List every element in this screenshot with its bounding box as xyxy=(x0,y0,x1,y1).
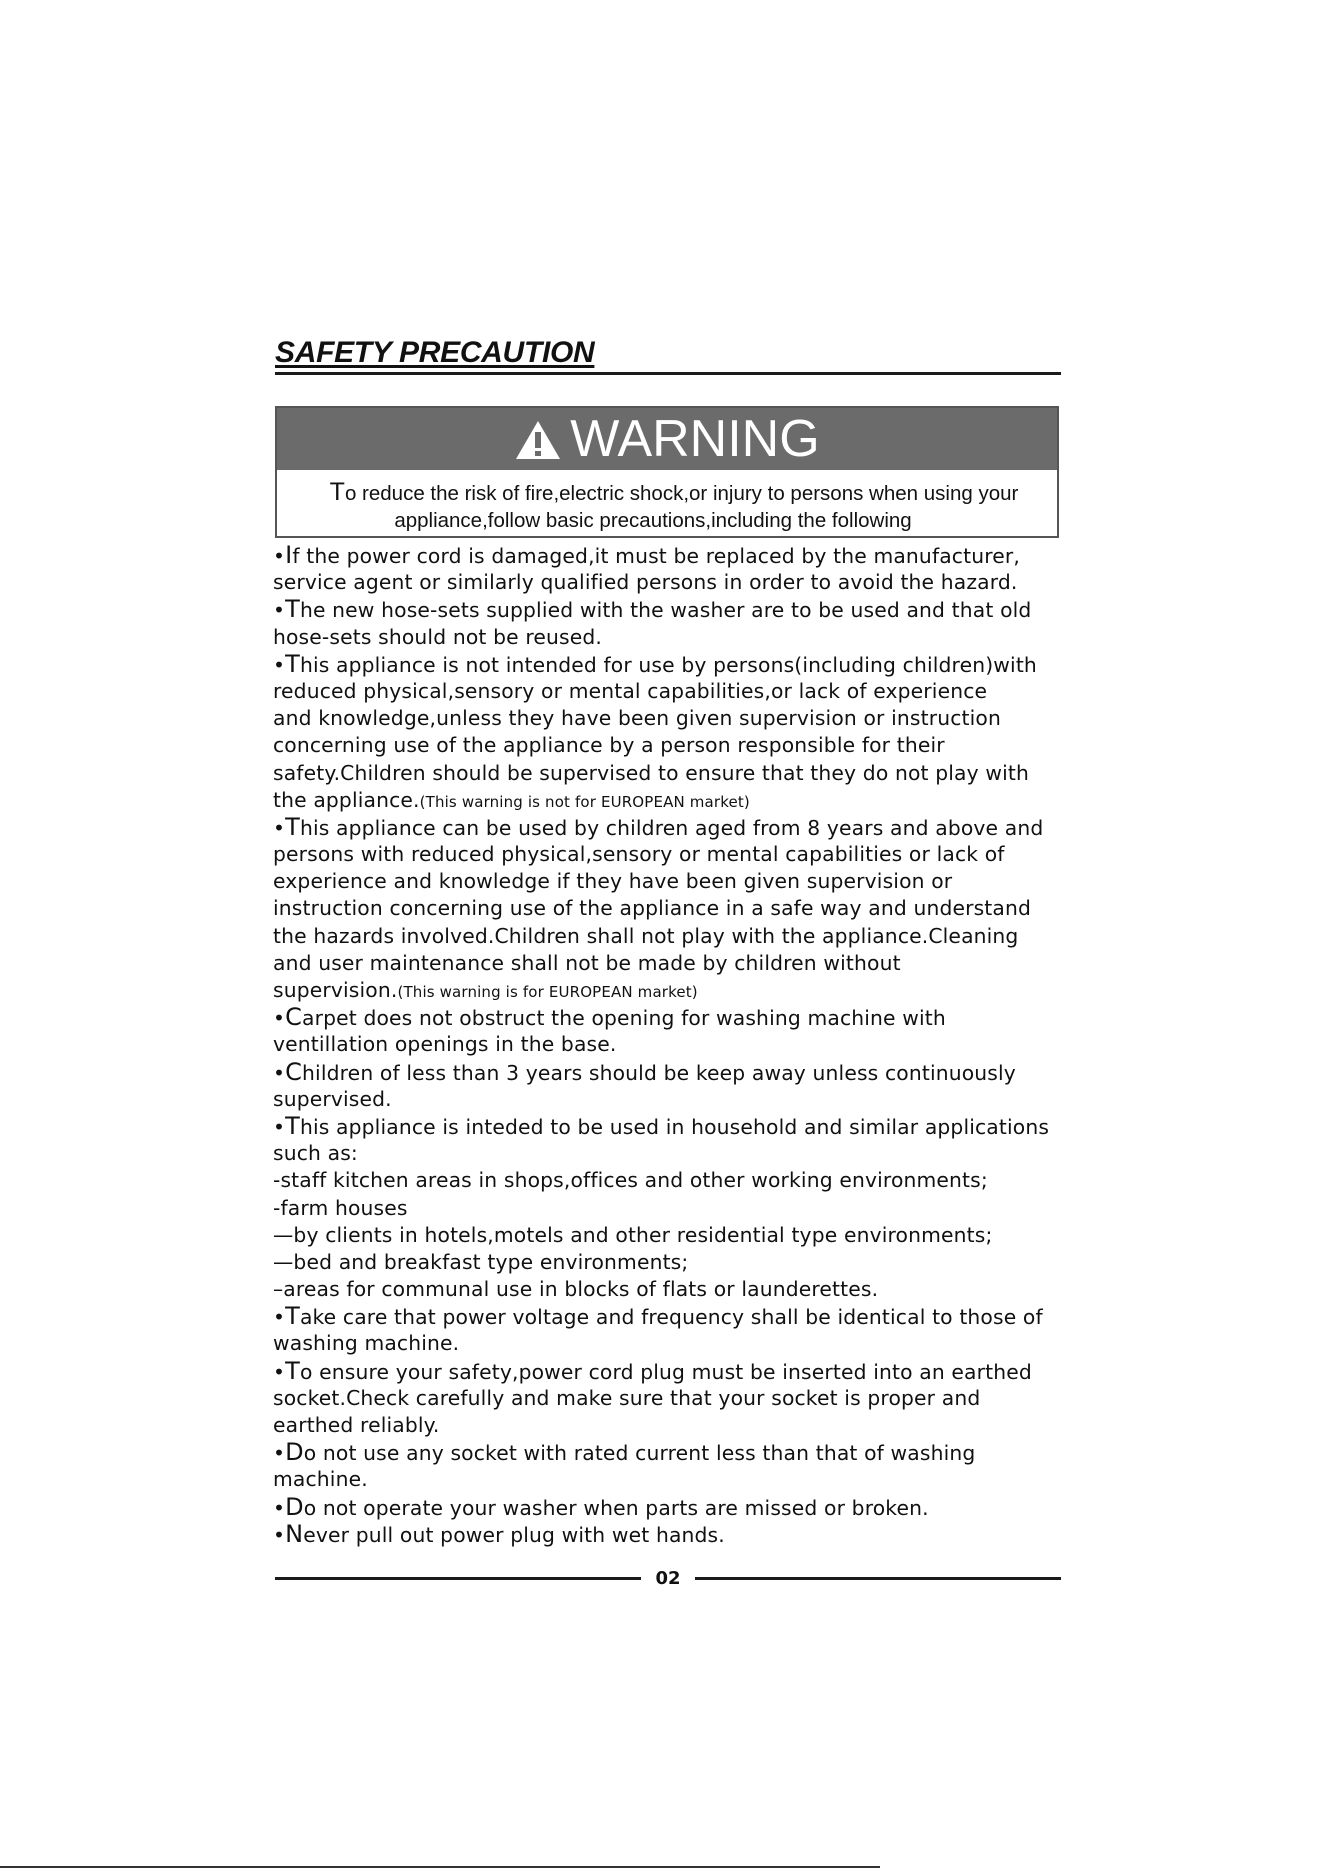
initial-letter: D xyxy=(285,1492,304,1521)
text-line xyxy=(273,1059,1073,1086)
text-line xyxy=(273,760,1073,787)
text-line xyxy=(273,1494,1073,1521)
text-line xyxy=(273,895,1073,922)
initial-letter: I xyxy=(285,541,293,569)
text-line xyxy=(273,841,1073,868)
line-text: ake care that power voltage and frequency shall be identical to those of xyxy=(299,1305,1043,1330)
line-text: reduced physical,sensory or mental capabilities,or lack of experience xyxy=(273,678,988,703)
line-text: such as: xyxy=(273,1141,358,1166)
text-line xyxy=(273,923,1073,950)
text-line xyxy=(273,542,1073,569)
warning-triangle-icon xyxy=(514,419,562,461)
text-line xyxy=(273,732,1073,759)
line-text: o not operate your washer when parts are missed or broken. xyxy=(303,1495,929,1520)
text-line xyxy=(273,1249,1073,1276)
text-line xyxy=(273,1466,1073,1493)
page-title xyxy=(275,336,1061,375)
line-text: and knowledge,unless they have been given supervision or instruction xyxy=(273,706,1001,731)
warning-box xyxy=(275,406,1059,538)
line-text: supervised. xyxy=(273,1086,392,1111)
line-text: the hazards involved.Children shall not play with the appliance.Cleaning xyxy=(273,923,1019,948)
text-line xyxy=(273,624,1073,651)
line-text: socket.Check carefully and make sure that your socket is proper and xyxy=(273,1385,981,1410)
text-line xyxy=(273,1330,1073,1357)
precautions-list xyxy=(273,542,1073,1548)
warning-text xyxy=(277,470,1057,534)
text-line xyxy=(273,569,1073,596)
line-text: supervision. xyxy=(273,978,398,1002)
footer-rule-right xyxy=(695,1577,1061,1580)
text-line xyxy=(273,1004,1073,1031)
text-line xyxy=(273,1439,1073,1466)
line-text: o not use any socket with rated current less than that of washing xyxy=(303,1441,976,1466)
line-text: safety.Children should be supervised to ensure that they do not play with xyxy=(273,760,1029,785)
bullet: • xyxy=(273,1495,286,1520)
bullet: • xyxy=(273,544,286,568)
line-text: he new hose-sets supplied with the washer are to be used and that old xyxy=(299,598,1032,623)
text-line xyxy=(273,1303,1073,1330)
line-text: washing machine. xyxy=(273,1331,460,1356)
line-text: concerning use of the appliance by a person responsible for their xyxy=(273,733,945,758)
text-line xyxy=(273,950,1073,977)
text-line xyxy=(273,1167,1073,1194)
bullet: • xyxy=(273,1060,286,1085)
warning-line-2: appliance,follow basic precautions,including the following xyxy=(394,509,912,532)
initial-letter: T xyxy=(285,1356,300,1385)
line-text: the appliance. xyxy=(273,787,420,812)
text-line xyxy=(273,1140,1073,1167)
footer-rule-left xyxy=(275,1577,641,1580)
line-text: —by clients in hotels,motels and other residential type environments; xyxy=(273,1222,993,1247)
line-text: his appliance is not intended for use by persons(including children)with xyxy=(299,652,1037,677)
warning-heading: WARNING xyxy=(570,410,820,468)
text-line xyxy=(273,1358,1073,1385)
line-text: hildren of less than 3 years should be keep away unless continuously xyxy=(302,1060,1016,1085)
text-line xyxy=(273,596,1073,623)
warning-header xyxy=(277,408,1057,470)
text-line xyxy=(273,678,1073,705)
initial-letter: N xyxy=(285,1519,304,1548)
page-number: 02 xyxy=(655,1567,681,1589)
initial-letter: C xyxy=(285,1057,303,1086)
line-text: hose-sets should not be reused. xyxy=(273,624,602,649)
line-text: service agent or similarly qualified persons in order to avoid the hazard. xyxy=(273,570,1018,595)
bullet: • xyxy=(273,1522,286,1547)
text-line xyxy=(273,705,1073,732)
initial-letter: T xyxy=(285,1302,300,1331)
initial-letter: T xyxy=(285,1111,300,1140)
line-text: experience and knowledge if they have been given supervision or xyxy=(273,869,953,894)
line-text: ventillation openings in the base. xyxy=(273,1032,617,1057)
line-text: –areas for communal use in blocks of flats or launderettes. xyxy=(273,1277,879,1302)
bullet: • xyxy=(273,598,286,623)
line-text: o ensure your safety,power cord plug must be inserted into an earthed xyxy=(299,1359,1032,1384)
page-footer xyxy=(275,1566,1061,1590)
bullet: • xyxy=(273,815,286,840)
line-text: instruction concerning use of the appliance in a safe way and understand xyxy=(273,896,1032,921)
initial-letter: T xyxy=(285,595,300,624)
line-text: arpet does not obstruct the opening for washing machine with xyxy=(302,1006,946,1031)
bullet: • xyxy=(273,1441,286,1466)
market-note: (This warning is not for EUROPEAN market) xyxy=(419,792,750,811)
line-text: earthed reliably. xyxy=(273,1413,440,1437)
text-line xyxy=(273,868,1073,895)
page-title-text: SAFETY PRECAUTION xyxy=(275,336,595,369)
bullet: • xyxy=(273,1359,286,1384)
scan-edge-line xyxy=(0,1866,880,1868)
text-line xyxy=(273,1086,1073,1113)
text-line xyxy=(273,787,1073,814)
line-text: f the power cord is damaged,it must be replaced by the manufacturer, xyxy=(292,544,1020,568)
line-text: —bed and breakfast type environments; xyxy=(273,1249,689,1274)
bullet: • xyxy=(273,1305,286,1330)
text-line xyxy=(273,1031,1073,1058)
initial-letter: D xyxy=(285,1438,304,1467)
text-line xyxy=(273,651,1073,678)
line-text: machine. xyxy=(273,1467,368,1492)
initial-letter: T xyxy=(285,649,300,678)
text-line xyxy=(273,1195,1073,1222)
text-line xyxy=(273,1276,1073,1303)
bullet: • xyxy=(273,1114,286,1139)
text-line xyxy=(273,1412,1073,1439)
text-line xyxy=(273,814,1073,841)
text-line xyxy=(273,1222,1073,1249)
line-text: -farm houses xyxy=(273,1195,408,1220)
line-text: -staff kitchen areas in shops,offices and other working environments; xyxy=(273,1168,988,1193)
line-text: his appliance is inteded to be used in household and similar applications xyxy=(299,1114,1050,1139)
market-note: (This warning is for EUROPEAN market) xyxy=(397,983,698,1001)
bullet: • xyxy=(273,652,286,677)
bullet: • xyxy=(273,1006,286,1031)
line-text: his appliance can be used by children aged from 8 years and above and xyxy=(299,815,1044,840)
warning-line-1: To reduce the risk of fire,electric shock,or injury to persons when using your xyxy=(329,478,1019,506)
text-line xyxy=(273,1385,1073,1412)
line-text: ever pull out power plug with wet hands. xyxy=(303,1522,725,1547)
text-line xyxy=(273,1521,1073,1548)
initial-letter: T xyxy=(285,812,300,841)
text-line xyxy=(273,977,1073,1004)
initial-letter: C xyxy=(285,1003,303,1032)
line-text: persons with reduced physical,sensory or mental capabilities or lack of xyxy=(273,842,1005,867)
text-line xyxy=(273,1113,1073,1140)
line-text: and user maintenance shall not be made by children without xyxy=(273,950,901,975)
